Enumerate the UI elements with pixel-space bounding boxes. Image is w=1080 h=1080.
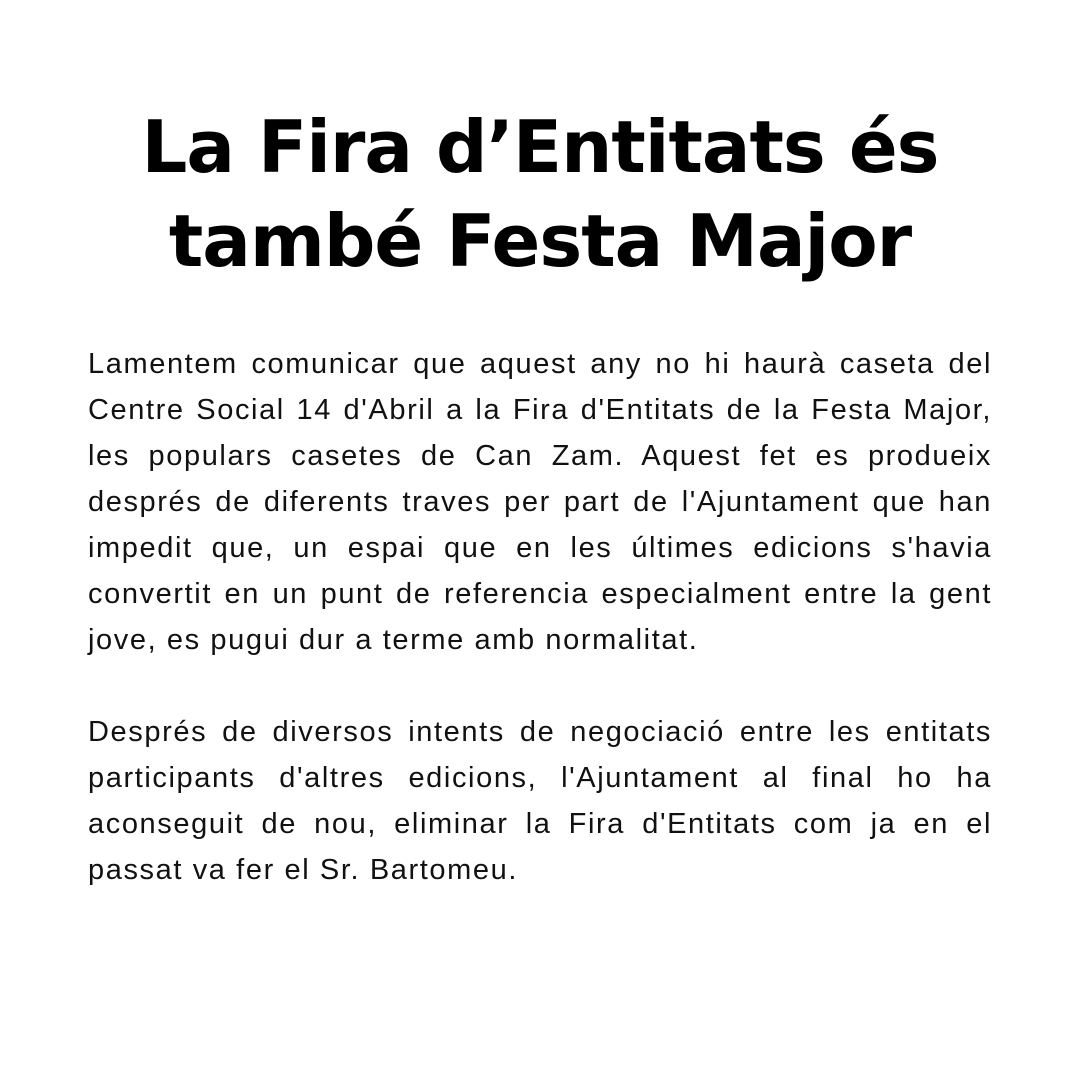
paragraph-2: Després de diversos intents de negociació entre les entitats participants d'altres edicions, l'Ajuntament al final ho ha aconseguit de nou, eliminar la Fira d'Entitats com ja en el passat va fer el Sr. Bartomeu. — [88, 716, 992, 886]
page-title — [100, 100, 980, 288]
paragraph-1: Lamentem comunicar que aquest any no hi haurà caseta del Centre Social 14 d'Abril a la Fira d'Entitats de la Festa Major, les populars casetes de Can Zam. Aquest fet es produeix després de diferents traves per part de l'Ajuntament que han impedit que, un espai que en les últimes edicions s'havia convertit en un punt de referencia especialment entre la gent jove, es pugui dur a terme amb normalitat. — [88, 348, 992, 656]
title-line-1: La Fira d’Entitats és — [141, 105, 939, 189]
title-line-2: també Festa Major — [168, 199, 912, 283]
body-text — [88, 341, 992, 893]
